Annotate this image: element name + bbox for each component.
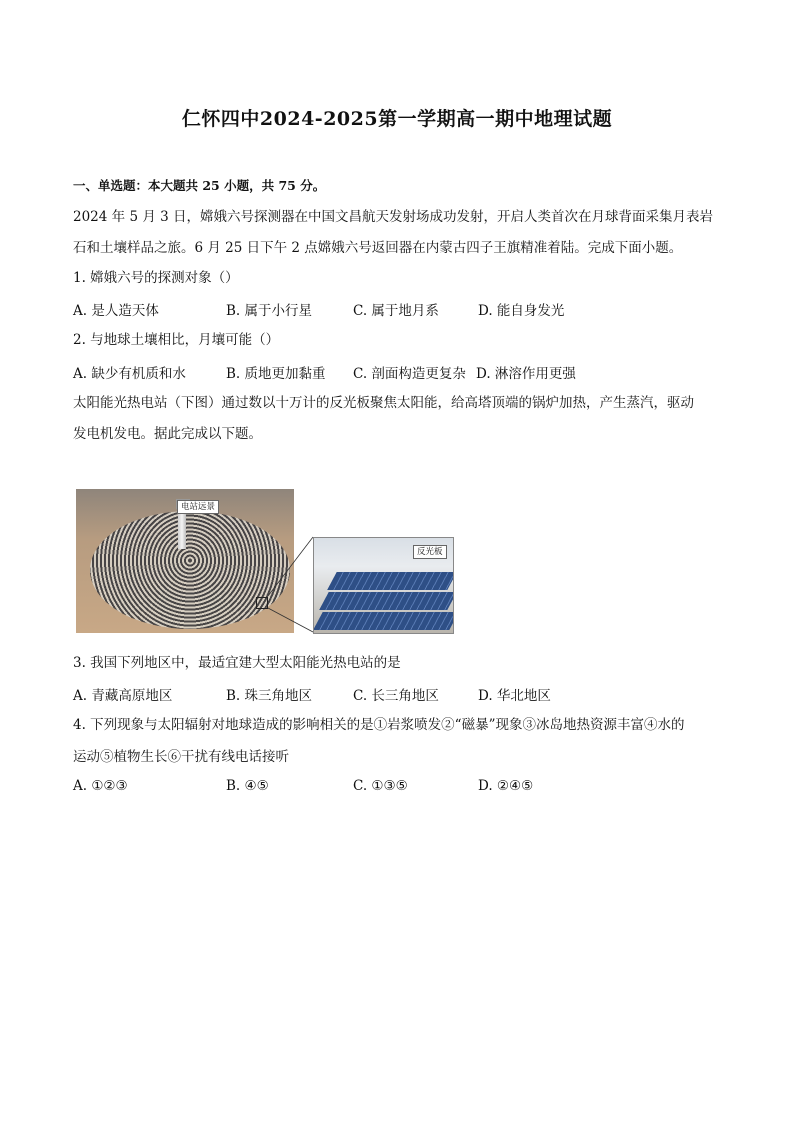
q1-option-d[interactable]: D. 能自身发光 [478, 303, 565, 319]
solar-panel-row [327, 572, 454, 590]
q1-option-c[interactable]: C. 属于地月系 [353, 303, 439, 319]
q4-option-c[interactable]: C. ①③⑤ [353, 778, 408, 794]
question-1-stem: 1. 嫦娥六号的探测对象（） [73, 270, 239, 286]
solar-panel-row [319, 592, 454, 610]
passage1-line1: 2024 年 5 月 3 日，嫦娥六号探测器在中国文昌航天发射场成功发射，开启人类首次在月球背面采集月表岩 [73, 209, 713, 225]
q2-option-c[interactable]: C. 剖面构造更复杂 [353, 366, 466, 382]
q3-option-d[interactable]: D. 华北地区 [478, 688, 551, 704]
question-2-options [73, 362, 723, 382]
q2-option-a[interactable]: A. 缺少有机质和水 [73, 366, 186, 382]
passage2-line1: 太阳能光热电站（下图）通过数以十万计的反光板聚焦太阳能，给高塔顶端的锅炉加热，产生蒸汽，驱动 [73, 395, 694, 411]
page-title: 仁怀四中2024-2025第一学期高一期中地理试题 [181, 108, 613, 130]
reflector-label: 反光板 [413, 545, 447, 559]
zoom-box [256, 597, 268, 609]
q1-option-b[interactable]: B. 属于小行星 [226, 303, 313, 319]
solar-panel-row [313, 612, 454, 630]
question-4-options [73, 778, 723, 798]
question-3-stem: 3. 我国下列地区中，最适宜建大型太阳能光热电站的是 [73, 655, 401, 671]
q3-option-b[interactable]: B. 珠三角地区 [226, 688, 313, 704]
question-4-stem-line2: 运动⑤植物生长⑥干扰有线电话接听 [73, 749, 289, 765]
q4-option-d[interactable]: D. ②④⑤ [478, 778, 534, 794]
passage2-line2: 发电机发电。据此完成以下题。 [73, 426, 262, 442]
question-3-options [73, 684, 723, 704]
section-heading: 一、单选题：本大题共 25 小题，共 75 分。 [73, 178, 326, 193]
q2-option-b[interactable]: B. 质地更加黏重 [226, 366, 326, 382]
q2-option-d[interactable]: D. 淋溶作用更强 [476, 366, 576, 382]
question-1-options [73, 299, 723, 319]
q1-option-a[interactable]: A. 是人造天体 [73, 303, 159, 319]
q3-option-a[interactable]: A. 青藏高原地区 [73, 688, 173, 704]
q4-option-b[interactable]: B. ④⑤ [226, 778, 269, 794]
passage1-line2: 石和土壤样品之旅。6 月 25 日下午 2 点嫦娥六号返回器在内蒙古四子王旗精准着陆。完成下面小题。 [73, 240, 683, 256]
station-view-label: 电站远景 [177, 500, 219, 514]
q3-option-c[interactable]: C. 长三角地区 [353, 688, 439, 704]
q4-option-a[interactable]: A. ①②③ [73, 778, 128, 794]
question-4-stem-line1: 4. 下列现象与太阳辐射对地球造成的影响相关的是①岩浆喷发②“磁暴”现象③冰岛地热资源丰富④水的 [73, 717, 685, 733]
question-2-stem: 2. 与地球土壤相比，月壤可能（） [73, 332, 280, 348]
heliostat-field [90, 511, 290, 629]
